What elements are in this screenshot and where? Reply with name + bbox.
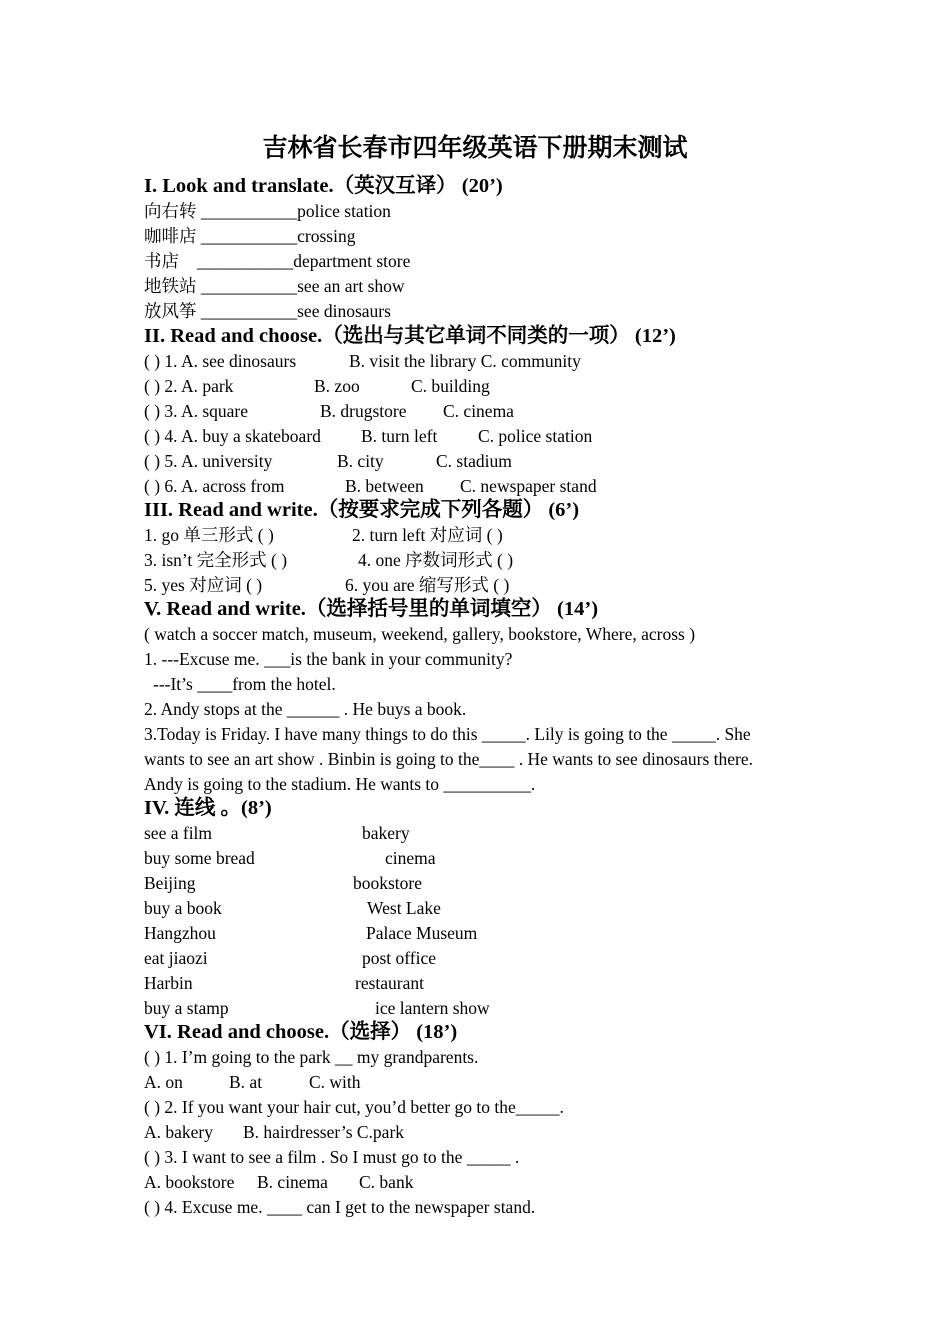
option-b: B. drugstore: [320, 401, 407, 421]
match-row: [144, 821, 744, 846]
match-row: [144, 921, 744, 946]
option-b: B. cinema: [257, 1172, 328, 1192]
question-row: [144, 399, 844, 424]
match-row: [144, 971, 744, 996]
match-right: ice lantern show: [375, 998, 490, 1018]
section-1-heading: I. Look and translate.（英汉互译） (20’): [144, 175, 503, 197]
match-right: bakery: [362, 823, 410, 843]
question-text: ( ) 1. I’m going to the park __ my grandparents.: [144, 1047, 479, 1067]
match-left: see a film: [144, 823, 213, 843]
option-b: B. turn left: [361, 426, 438, 446]
option-c: C. police station: [478, 426, 593, 446]
passage-line: Andy is going to the stadium. He wants to __________.: [144, 774, 536, 794]
question-right: 2. turn left 对应词 ( ): [352, 525, 503, 545]
match-right: Palace Museum: [366, 923, 478, 943]
section-2-heading: II. Read and choose.（选出与其它单词不同类的一项） (12’): [144, 325, 676, 347]
option-b: B. visit the library C. community: [349, 351, 581, 371]
list-item: [144, 199, 391, 224]
option-c: C. newspaper stand: [460, 476, 597, 496]
list-item: [144, 299, 391, 324]
options-row: [144, 1120, 744, 1145]
match-right: cinema: [385, 848, 436, 868]
option-c: C. with: [309, 1072, 361, 1092]
option-a: ( ) 4. A. buy a skateboard: [144, 426, 321, 446]
question-row: [144, 573, 844, 598]
item-english: ___________department store: [197, 251, 411, 271]
question-right: 4. one 序数词形式 ( ): [358, 550, 514, 570]
question-row: [144, 548, 844, 573]
match-right: West Lake: [367, 898, 441, 918]
option-b: B. between: [345, 476, 424, 496]
question-left: 1. go 单三形式 ( ): [144, 525, 274, 545]
question-right: 6. you are 缩写形式 ( ): [345, 575, 510, 595]
section-6-heading: VI. Read and choose.（选择） (18’): [144, 1021, 458, 1043]
item-chinese: 咖啡店: [144, 226, 197, 246]
option-a: ( ) 3. A. square: [144, 401, 249, 421]
list-item: [144, 249, 410, 274]
option-a: A. bookstore: [144, 1172, 235, 1192]
option-a: ( ) 2. A. park: [144, 376, 234, 396]
match-left: eat jiaozi: [144, 948, 208, 968]
question-row: [144, 474, 844, 499]
list-item: [144, 274, 405, 299]
option-a: ( ) 5. A. university: [144, 451, 273, 471]
match-right: restaurant: [355, 973, 424, 993]
match-row: [144, 946, 744, 971]
passage-line: ---It’s ____from the hotel.: [153, 674, 336, 694]
match-left: Hangzhou: [144, 923, 216, 943]
section-4-heading: IV. 连线 。(8’): [144, 797, 272, 819]
match-left: buy some bread: [144, 848, 255, 868]
section-3-heading: III. Read and write.（按要求完成下列各题） (6’): [144, 499, 580, 521]
option-b: B. at: [229, 1072, 263, 1092]
match-left: Beijing: [144, 873, 196, 893]
question-row: [144, 349, 844, 374]
item-chinese: 地铁站: [144, 276, 197, 296]
match-row: [144, 896, 744, 921]
question-text: ( ) 3. I want to see a film . So I must go to the _____ .: [144, 1147, 520, 1167]
list-item: [144, 224, 355, 249]
question-text: ( ) 2. If you want your hair cut, you’d better go to the_____.: [144, 1097, 564, 1117]
item-chinese: 放风筝: [144, 301, 197, 321]
question-row: [144, 374, 844, 399]
option-a: A. on: [144, 1072, 183, 1092]
option-c: C. building: [411, 376, 490, 396]
passage-line: 1. ---Excuse me. ___is the bank in your community?: [144, 649, 513, 669]
question-row: [144, 523, 844, 548]
option-c: C. stadium: [436, 451, 512, 471]
question-left: 3. isn’t 完全形式 ( ): [144, 550, 288, 570]
option-a: A. bakery: [144, 1122, 214, 1142]
match-left: Harbin: [144, 973, 193, 993]
match-left: buy a book: [144, 898, 222, 918]
option-b: B. zoo: [314, 376, 360, 396]
item-chinese: 书店: [144, 251, 179, 271]
word-bank: ( watch a soccer match, museum, weekend, gallery, bookstore, Where, across ): [144, 624, 696, 644]
item-chinese: 向右转: [144, 201, 197, 221]
question-text: ( ) 4. Excuse me. ____ can I get to the newspaper stand.: [144, 1197, 536, 1217]
options-row: [144, 1170, 744, 1195]
item-english: ___________police station: [200, 201, 391, 221]
match-right: bookstore: [353, 873, 423, 893]
item-english: ___________see dinosaurs: [200, 301, 391, 321]
item-english: ___________crossing: [200, 226, 356, 246]
match-left: buy a stamp: [144, 998, 229, 1018]
item-english: ___________see an art show: [200, 276, 405, 296]
question-row: [144, 424, 844, 449]
page-title: 吉林省长春市四年级英语下册期末测试: [262, 135, 688, 162]
match-right: post office: [362, 948, 437, 968]
passage-line: 3.Today is Friday. I have many things to do this _____. Lily is going to the _____. She: [144, 724, 751, 744]
section-5-heading: V. Read and write.（选择括号里的单词填空） (14’): [144, 598, 599, 620]
options-row: [144, 1070, 744, 1095]
option-b: B. city: [337, 451, 384, 471]
passage-line: 2. Andy stops at the ______ . He buys a book.: [144, 699, 467, 719]
passage-line: wants to see an art show . Binbin is going to the____ . He wants to see dinosaurs there.: [144, 749, 753, 769]
option-c: C. cinema: [443, 401, 514, 421]
question-row: [144, 449, 844, 474]
match-row: [144, 846, 744, 871]
question-left: 5. yes 对应词 ( ): [144, 575, 263, 595]
option-c: C. bank: [359, 1172, 414, 1192]
option-a: ( ) 6. A. across from: [144, 476, 285, 496]
option-a: ( ) 1. A. see dinosaurs: [144, 351, 297, 371]
match-row: [144, 871, 744, 896]
match-row: [144, 996, 744, 1021]
option-b: B. hairdresser’s C.park: [243, 1122, 405, 1142]
